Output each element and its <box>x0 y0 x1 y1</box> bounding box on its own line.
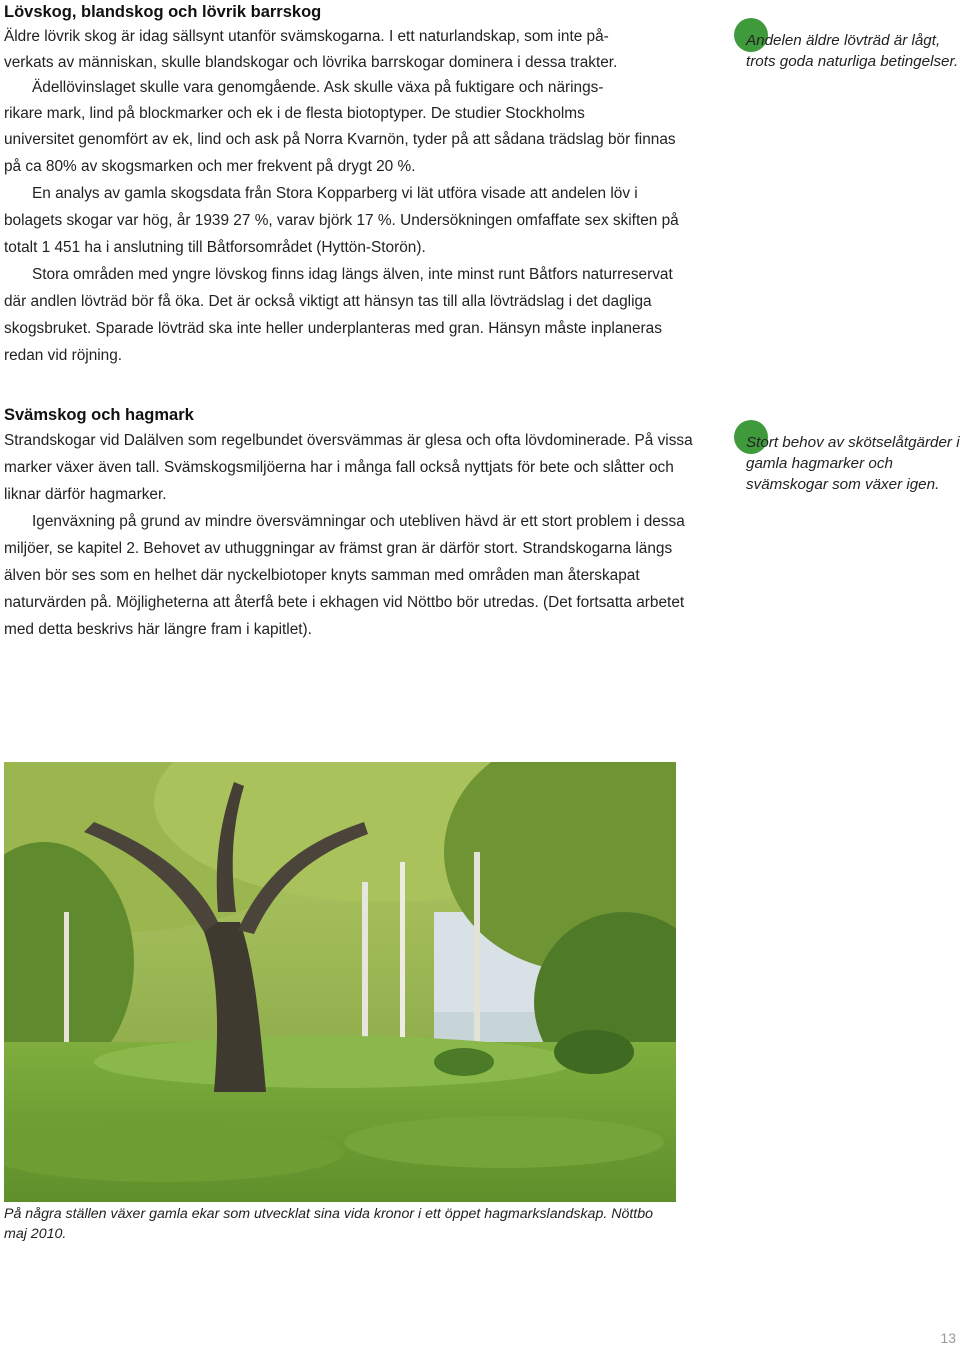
photo-caption: På några ställen växer gamla ekar som utvecklat sina vida kronor i ett öppet hagmarkslandskap. Nöttbo maj 2010. <box>4 1206 654 1242</box>
paragraph: Igenväxning på grund av mindre översvämningar och utebliven hävd är ett stort problem i dessa miljöer, se kapitel 2. Behovet av uthuggningar av främst gran är därför stort. Strandskogarna längs älven bör ses som en helhet där nyckelbiotoper knyts samman med områden man återskapat naturvärden på. Möjligheterna att återfå bete i ekhagen vid Nöttbo bör utredas. (Det fortsatta arbetet med detta beskrivs här längre fram i kapitlet). <box>4 513 685 638</box>
section-heading: Svämskog och hagmark <box>4 406 194 424</box>
paragraph-line: Ädellövinslaget skulle vara genomgående. Ask skulle växa på fuktigare och närings- <box>32 79 604 96</box>
page-number: 13 <box>940 1330 956 1346</box>
paragraph: En analys av gamla skogsdata från Stora Kopparberg vi lät utföra visade att andelen löv i bolagets skogar var hög, år 1939 27 %, varav björk 17 %. Undersökningen omfaffate sex skiften på totalt 1 451 ha i anslutning till Båtforsområdet (Hyttön-Storön). <box>4 185 679 256</box>
oak-pasture-photo <box>4 762 676 1202</box>
section-heading: Lövskog, blandskog och lövrik barrskog <box>4 3 322 21</box>
paragraph <box>4 24 694 126</box>
paragraph-line: verkats av människan, skulle blandskogar och lövrika barrskogar dominera i dessa trakter. <box>4 53 618 71</box>
paragraph: Stora områden med yngre lövskog finns idag längs älven, inte minst runt Båtfors naturreservat där andlen lövträd bör få öka. Det är också viktigt att hänsyn tas till alla lövträdslag i det dagliga skogsbruket. Sparade lövträd ska inte heller underplanteras med gran. Hänsyn måste inplaneras redan vid röjning. <box>4 266 673 364</box>
sidenote-text: Andelen äldre lövträd är lågt, trots goda naturliga betingelser. <box>746 32 959 70</box>
sidenote-text: Stort behov av skötselåtgärder i gamla hagmarker och svämskogar som växer igen. <box>746 434 960 493</box>
sidenote <box>734 420 960 495</box>
section-lovskog <box>4 0 694 369</box>
photo-illustration <box>4 762 676 1202</box>
section-svamskog <box>4 403 694 643</box>
paragraph: universitet genomfört av ek, lind och ask på Norra Kvarnön, tyder på att sådana trädslag bör finnas på ca 80% av skogsmarken och mer frekvent på drygt 20 %. <box>4 131 676 175</box>
paragraph-line: rikare mark, lind på blockmarker och ek i de flesta biotoptyper. De studier Stockholms <box>4 104 585 122</box>
paragraph-line: Äldre lövrik skog är idag sällsynt utanför svämskogarna. I ett naturlandskap, som inte på- <box>4 28 609 45</box>
sidenote <box>734 18 960 72</box>
paragraph: Strandskogar vid Dalälven som regelbundet översvämmas är glesa och ofta lövdominerade. På vissa marker växer även tall. Svämskogsmiljöerna har i många fall också nyttjats för bete och slåtter och liknar därför hagmarker. <box>4 432 693 503</box>
